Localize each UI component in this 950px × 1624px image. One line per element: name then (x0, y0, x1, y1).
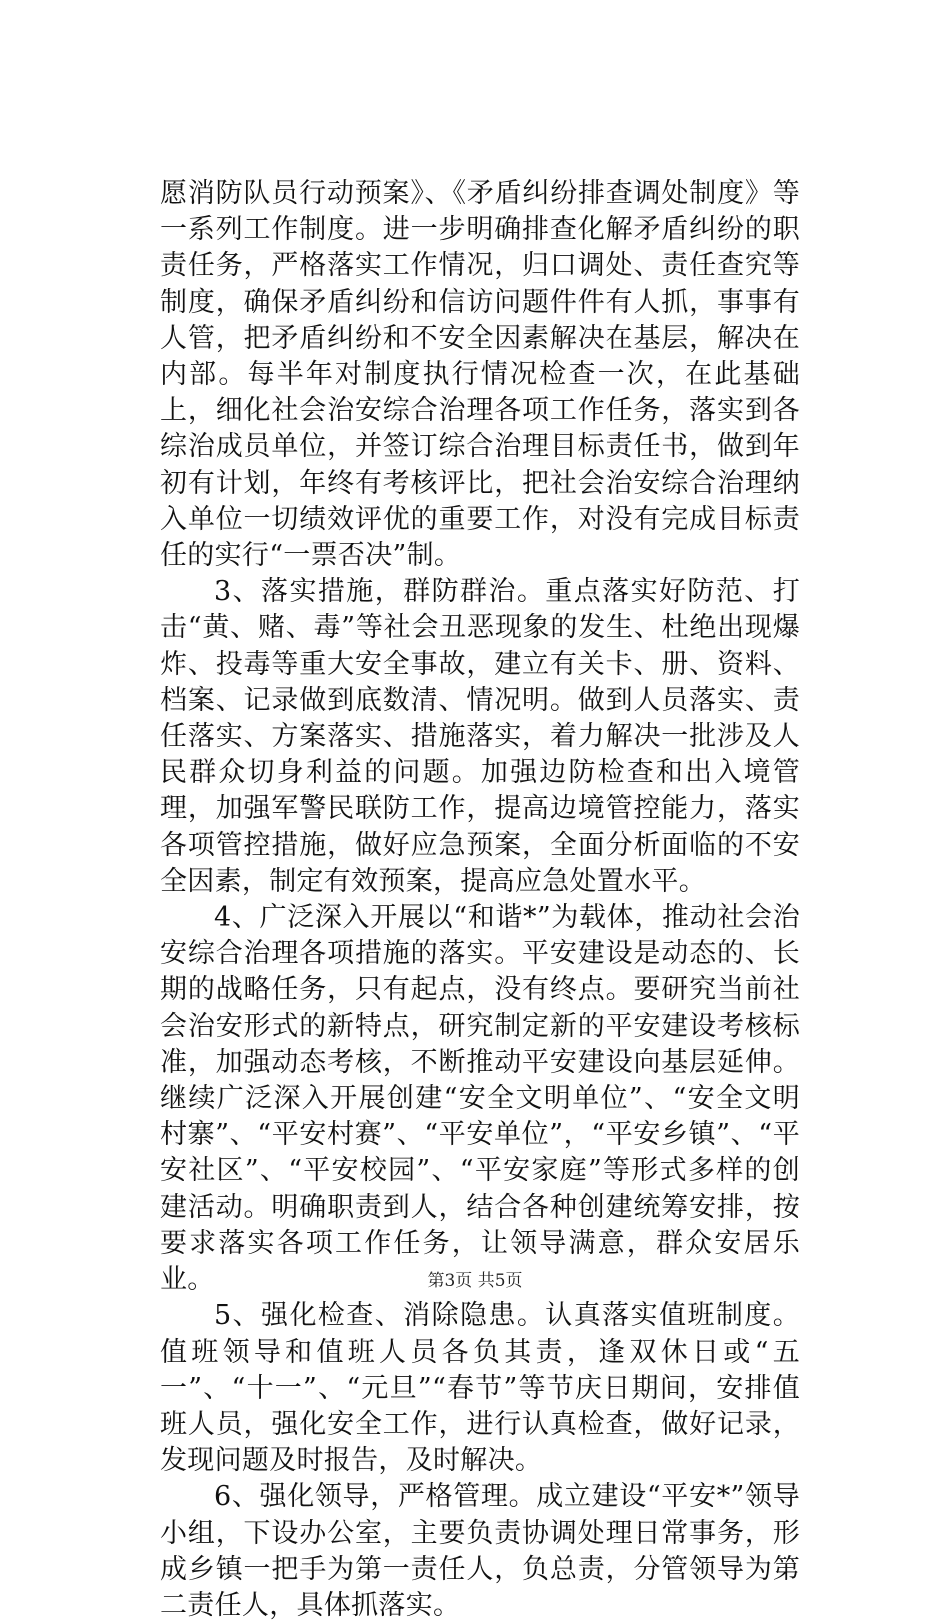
paragraph-item-3: 3、落实措施，群防群治。重点落实好防范、打击“黄、赌、毒”等社会丑恶现象的发生、杜绝出现爆炸、投毒等重大安全事故，建立有关卡、册、资料、档案、记录做到底数清、情况明。做到人员落实、责任落实、方案落实、措施落实，着力解决一批涉及人民群众切身利益的问题。加强边防检查和出入境管理，加强军警民联防工作，提高边境管控能力，落实各项管控措施，做好应急预案，全面分析面临的不安全因素，制定有效预案，提高应急处置水平。 (160, 576, 800, 897)
document-body (160, 176, 800, 1624)
paragraph-continuation: 愿消防队员行动预案》、《矛盾纠纷排查调处制度》等一系列工作制度。进一步明确排查化解矛盾纠纷的职责任务，严格落实工作情况，归口调处、责任查究等制度，确保矛盾纠纷和信访问题件件有人抓，事事有人管，把矛盾纠纷和不安全因素解决在基层，解决在内部。每半年对制度执行情况检查一次，在此基础上，细化社会治安综合治理各项工作任务，落实到各综治成员单位，并签订综合治理目标责任书，做到年初有计划，年终有考核评比，把社会治安综合治理纳入单位一切绩效评优的重要工作，对没有完成目标责任的实行“一票否决”制。 (160, 178, 800, 572)
paragraph-item-5: 5、强化检查、消除隐患。认真落实值班制度。值班领导和值班人员各负其责，逢双休日或“五一”、“十一”、“元旦”“春节”等节庆日期间，安排值班人员，强化安全工作，进行认真检查，做好记录，发现问题及时报告，及时解决。 (160, 1300, 800, 1477)
page-footer: 第3页 共5页 (427, 1271, 523, 1291)
paragraph-item-6: 6、强化领导，严格管理。成立建设“平安*”领导小组，下设办公室，主要负责协调处理日常事务，形成乡镇一把手为第一责任人，负总责，分管领导为第二责任人，具体抓落实。 (160, 1481, 800, 1621)
paragraph-item-4: 4、广泛深入开展以“和谐*”为载体，推动社会治安综合治理各项措施的落实。平安建设是动态的、长期的战略任务，只有起点，没有终点。要研究当前社会治安形式的新特点，研究制定新的平安建设考核标准，加强动态考核，不断推动平安建设向基层延伸。继续广泛深入开展创建“安全文明单位”、“安全文明村寨”、“平安村赛”、“平安单位”，“平安乡镇”、“平安社区”、“平安校园”、“平安家庭”等形式多样的创建活动。明确职责到人，结合各种创建统筹安排，按要求落实各项工作任务，让领导满意，群众安居乐业。 (160, 902, 800, 1296)
